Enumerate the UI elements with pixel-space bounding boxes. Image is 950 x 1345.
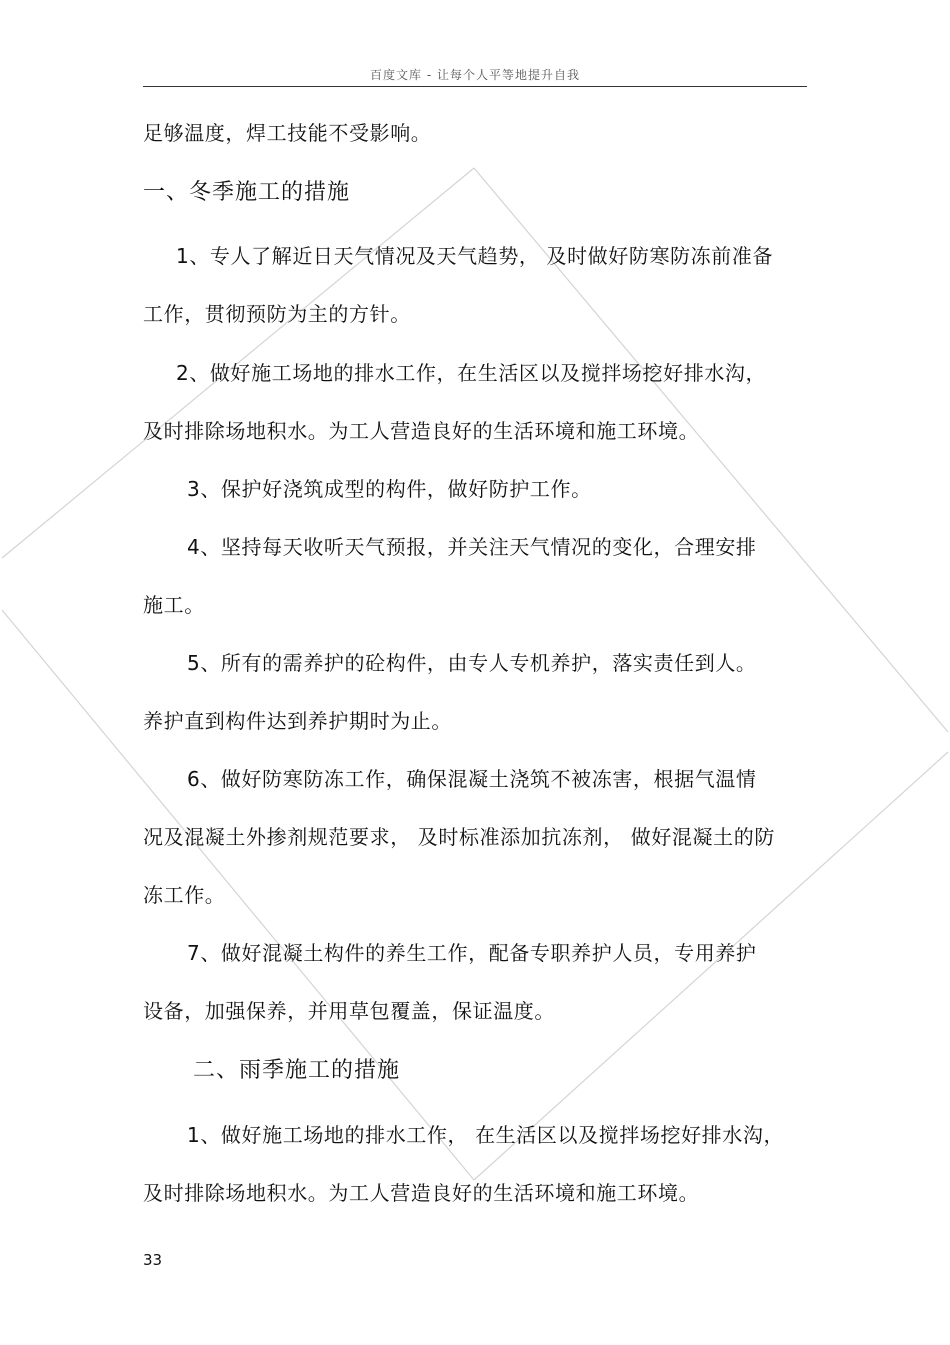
text-line-10: 5、所有的需养护的砼构件，由专人专机养护，落实责任到人。 [187, 651, 757, 675]
page-header: 百度文库 - 让每个人平等地提升自我 [370, 68, 580, 82]
text-line-15: 7、做好混凝土构件的养生工作，配备专职养护人员，专用养护 [187, 941, 757, 965]
text-line-7: 3、保护好浇筑成型的构件，做好防护工作。 [187, 477, 592, 501]
text-line-18: 1、做好施工场地的排水工作， 在生活区以及搅拌场挖好排水沟， [187, 1123, 785, 1147]
text-line-13: 况及混凝土外掺剂规范要求， 及时标准添加抗冻剂， 做好混凝土的防 [143, 825, 775, 849]
section-heading-winter: 一、冬季施工的措施 [143, 180, 351, 205]
text-line-1: 足够温度，焊工技能不受影响。 [143, 121, 432, 145]
text-line-11: 养护直到构件达到养护期时为止。 [143, 709, 452, 733]
header-divider [143, 86, 807, 87]
text-line-8: 4、坚持每天收听天气预报，并关注天气情况的变化，合理安排 [187, 535, 757, 559]
section-heading-rainy: 二、雨季施工的措施 [193, 1058, 401, 1083]
page-number: 33 [143, 1251, 163, 1269]
text-line-5: 2、做好施工场地的排水工作，在生活区以及搅拌场挖好排水沟， [176, 361, 767, 385]
text-line-14: 冻工作。 [143, 883, 226, 907]
text-line-12: 6、做好防寒防冻工作，确保混凝土浇筑不被冻害，根据气温情 [187, 767, 757, 791]
text-line-9: 施工。 [143, 593, 205, 617]
text-line-4: 工作，贯彻预防为主的方针。 [143, 302, 411, 326]
text-line-6: 及时排除场地积水。为工人营造良好的生活环境和施工环境。 [143, 419, 700, 443]
text-line-3: 1、专人了解近日天气情况及天气趋势， 及时做好防寒防冻前准备 [176, 244, 774, 268]
text-line-19: 及时排除场地积水。为工人营造良好的生活环境和施工环境。 [143, 1181, 700, 1205]
text-line-16: 设备，加强保养，并用草包覆盖，保证温度。 [143, 999, 555, 1023]
